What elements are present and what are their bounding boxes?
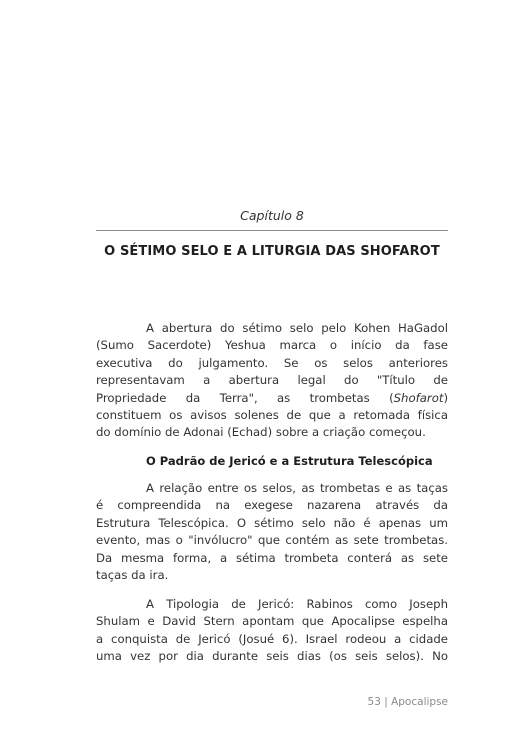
paragraph-line: Shulam e David Stern apontam que Apocalipse espelha (96, 614, 448, 629)
paragraph-line: (Sumo Sacerdote) Yeshua marca o início da fase (96, 338, 448, 353)
paragraph-line: A relação entre os selos, as trombetas e as taças (146, 481, 448, 495)
paragraph-line: A abertura do sétimo selo pelo Kohen HaGadol (146, 321, 448, 335)
page-footer: 53 | Apocalipse (367, 696, 448, 708)
paragraph-line: constituem os avisos solenes de que a retomada física (96, 407, 448, 422)
paragraph-line: representavam a abertura legal do "Título de (96, 373, 448, 388)
paragraph-line: taças da ira. (96, 567, 169, 582)
paragraph-opening (96, 320, 448, 442)
chapter-divider (96, 230, 448, 231)
paragraph-line: Estrutura Telescópica. O sétimo selo não é apenas um (96, 515, 448, 530)
paragraph-line: executiva do julgamento. Se os selos anteriores (96, 355, 448, 370)
section-subheading: O Padrão de Jericó e a Estrutura Telescópica (146, 454, 433, 468)
chapter-title: O SÉTIMO SELO E A LITURGIA DAS SHOFAROT (104, 244, 440, 259)
italic-term: Shofarot (393, 390, 444, 405)
paragraph-line: a conquista de Jericó (Josué 6). Israel rodeou a cidade (96, 631, 448, 646)
paragraph-line: é compreendida na exegese nazarena através da (96, 498, 448, 513)
paragraph-line: evento, mas o "invólucro" que contém as sete trombetas. (96, 533, 448, 548)
chapter-label: Capítulo 8 (240, 208, 304, 223)
paragraph-jericho (96, 596, 448, 666)
paragraph-structure (96, 480, 448, 584)
paragraph-line: A Tipologia de Jericó: Rabinos como Joseph (146, 597, 448, 611)
paragraph-line-italic: Propriedade da Terra", as trombetas (Shofarot) (96, 390, 448, 405)
paragraph-line: do domínio de Adonai (Echad) sobre a criação começou. (96, 425, 426, 440)
paragraph-line: Da mesma forma, a sétima trombeta conterá as sete (96, 550, 448, 565)
paragraph-line: uma vez por dia durante seis dias (os seis selos). No (96, 649, 448, 664)
